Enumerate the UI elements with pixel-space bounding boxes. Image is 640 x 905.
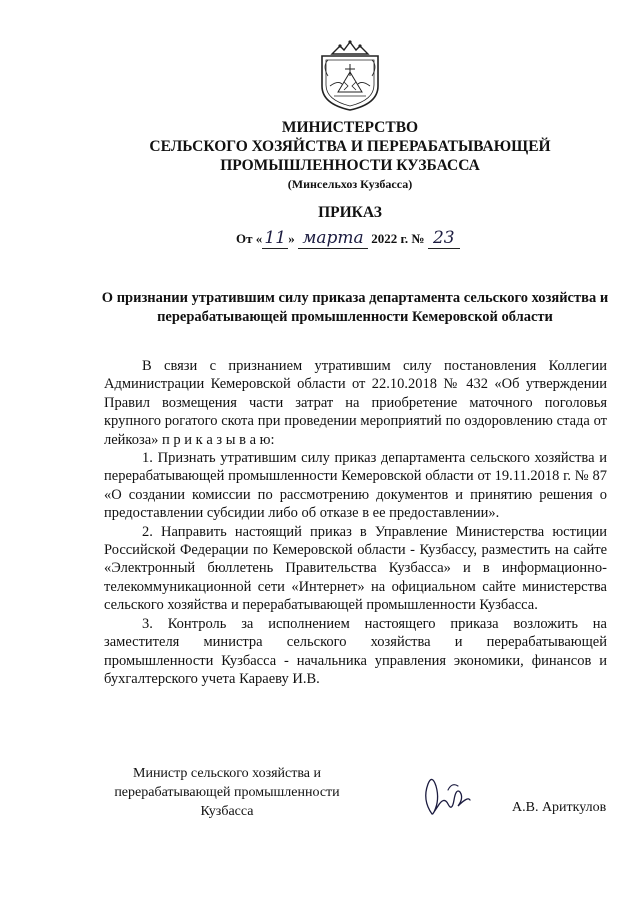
kuzbass-coat-of-arms-icon (318, 36, 382, 112)
order-month: марта (298, 228, 368, 249)
ministry-line-3: ПРОМЫШЛЕННОСТИ КУЗБАССА (220, 157, 480, 174)
signatory-position-line-2: перерабатывающей промышленности (114, 785, 340, 800)
ministry-short-name: (Минсельхоз Кузбасса) (287, 177, 413, 191)
order-year: 2022 г. (371, 231, 409, 246)
order-date-number (236, 228, 460, 249)
document-title: О признании утратившим силу приказа департамента сельского хозяйства и перерабатывающей промышленности Кемеровской области (101, 290, 609, 325)
order-number-label: № (411, 231, 425, 246)
body-paragraph-preamble: В связи с признанием утратившим силу постановления Коллегии Администрации Кемеровской области от 22.10.2018 № 432 «Об утверждении Правил возмещения части затрат на приобретение маточного поголовья крупного рогатого скота при проведении мероприятий по оздоровлению стада от лейкоза» п р и к а з ы в а ю: (104, 358, 607, 448)
signatory-position-line-3: Кузбасса (200, 804, 254, 819)
order-from-label: От (236, 231, 253, 246)
order-number: 23 (428, 228, 460, 249)
handwritten-signature-icon (418, 770, 474, 820)
order-type: ПРИКАЗ (318, 204, 382, 221)
order-day: 11 (262, 228, 288, 249)
body-item-2: 2. Направить настоящий приказ в Управление Министерства юстиции Российской Федерации по Кемеровской области - Кузбассу, разместить на сайте «Электронный бюллетень Правительства Кузбасса» и в информационно-телекоммуникационной сети «Интернет» на официальном сайте министерства сельского хозяйства и перерабатывающей промышленности Кузбасса. (104, 523, 607, 614)
order-close-quote: » (288, 231, 295, 246)
signatory-position (98, 764, 356, 821)
body-item-3: 3. Контроль за исполнением настоящего приказа возложить на заместителя министра сельского хозяйства и перерабатывающей промышленности Кузбасса - начальника управления экономики, финансов и бухгалтерского учета Караеву И.В. (104, 615, 607, 687)
ministry-line-2: СЕЛЬСКОГО ХОЗЯЙСТВА И ПЕРЕРАБАТЫВАЮЩЕЙ (149, 138, 551, 155)
document-body (104, 357, 607, 688)
body-item-1: 1. Признать утратившим силу приказ департамента сельского хозяйства и перерабатывающей промышленности Кемеровской области от 19.11.2018 г. № 87 «О создании комиссии по рассмотрению документов и принятию решения о предоставлении субсидии либо об отказе в ее предоставлении». (104, 450, 607, 522)
signatory-name: А.В. Ариткулов (512, 800, 607, 815)
order-open-quote: « (255, 231, 263, 246)
signatory-position-line-1: Министр сельского хозяйства и (133, 766, 321, 781)
ministry-line-1: МИНИСТЕРСТВО (281, 119, 419, 136)
